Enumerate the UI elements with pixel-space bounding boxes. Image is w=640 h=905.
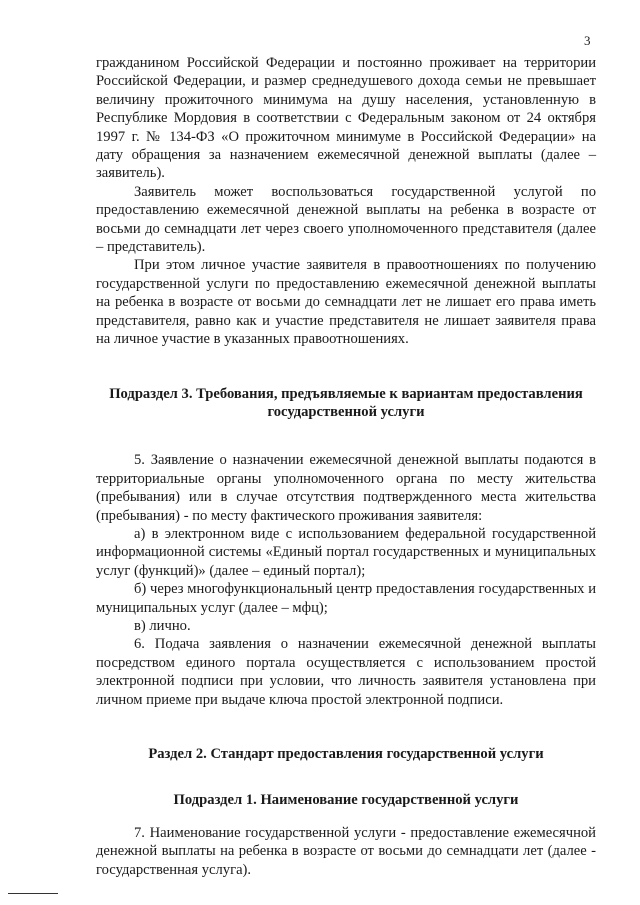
paragraph-item-5b: б) через многофункциональный центр предоставления государственных и муниципальных услуг (далее – мфц); bbox=[96, 581, 596, 616]
paragraph-continuation: гражданином Российской Федерации и постоянно проживает на территории Российской Федерации, и размер среднедушевого дохода семьи не превышает величину прожиточного минимума на душу населения, установленную в Республике Мордовия в соответствии с Федеральным законом от 24 октября 1997 г. № 134-ФЗ «О прожиточном минимуме в Российской Федерации» на дату обращения за назначением ежемесячной денежной выплаты (далее – заявитель). bbox=[96, 55, 596, 182]
subsection-1-heading: Подраздел 1. Наименование государственной услуги bbox=[173, 792, 519, 809]
subsection-3-heading-line2: государственной услуги bbox=[267, 403, 425, 420]
paragraph-item-5: 5. Заявление о назначении ежемесячной денежной выплаты подаются в территориальные органы уполномоченного органа по месту жительства (пребывания) или в случае отсутствия подтвержденного места жительства (пребывания) - по месту фактического проживания заявителя: bbox=[96, 452, 596, 524]
page-number: 3 bbox=[584, 33, 591, 48]
footer-rule bbox=[8, 893, 58, 894]
document-body bbox=[96, 54, 596, 879]
subsection-3-body bbox=[96, 451, 596, 709]
paragraph-item-6: 6. Подача заявления о назначении ежемесячной денежной выплаты посредством единого портала осуществляется с использованием простой электронной подписи при условии, что личность заявителя установлена при личном приеме при выдаче ключа простой электронной подписи. bbox=[96, 636, 596, 708]
paragraph-representative: Заявитель может воспользоваться государственной услугой по предоставлению ежемесячной денежной выплаты на ребенка в возрасте от восьми до семнадцати лет через своего уполномоченного представителя (далее – представитель). bbox=[96, 183, 596, 256]
paragraph-item-5a: а) в электронном виде с использованием федеральной государственной информационной системы «Единый портал государственных и муниципальных услуг (функций)» (далее – единый портал); bbox=[96, 525, 596, 579]
section-2-heading: Раздел 2. Стандарт предоставления государственной услуги bbox=[148, 746, 544, 762]
subsection-3-heading-line1: Подраздел 3. Требования, предъявляемые к вариантам предоставления bbox=[109, 385, 583, 402]
paragraph-personal-participation: При этом личное участие заявителя в правоотношениях по получению государственной услуги по предоставлению ежемесячной денежной выплаты на ребенка в возрасте от восьми до семнадцати лет не лишает его права иметь представителя, равно как и участие представителя не лишает заявителя права на личное участие в указанных правоотношениях. bbox=[96, 257, 596, 348]
subsection-3-heading bbox=[96, 385, 596, 422]
paragraph-item-7: 7. Наименование государственной услуги - предоставление ежемесячной денежной выплаты на ребенка в возрасте от восьми до семнадцати лет (далее - государственная услуга). bbox=[96, 824, 596, 878]
paragraph-item-5v: в) лично. bbox=[134, 617, 191, 634]
